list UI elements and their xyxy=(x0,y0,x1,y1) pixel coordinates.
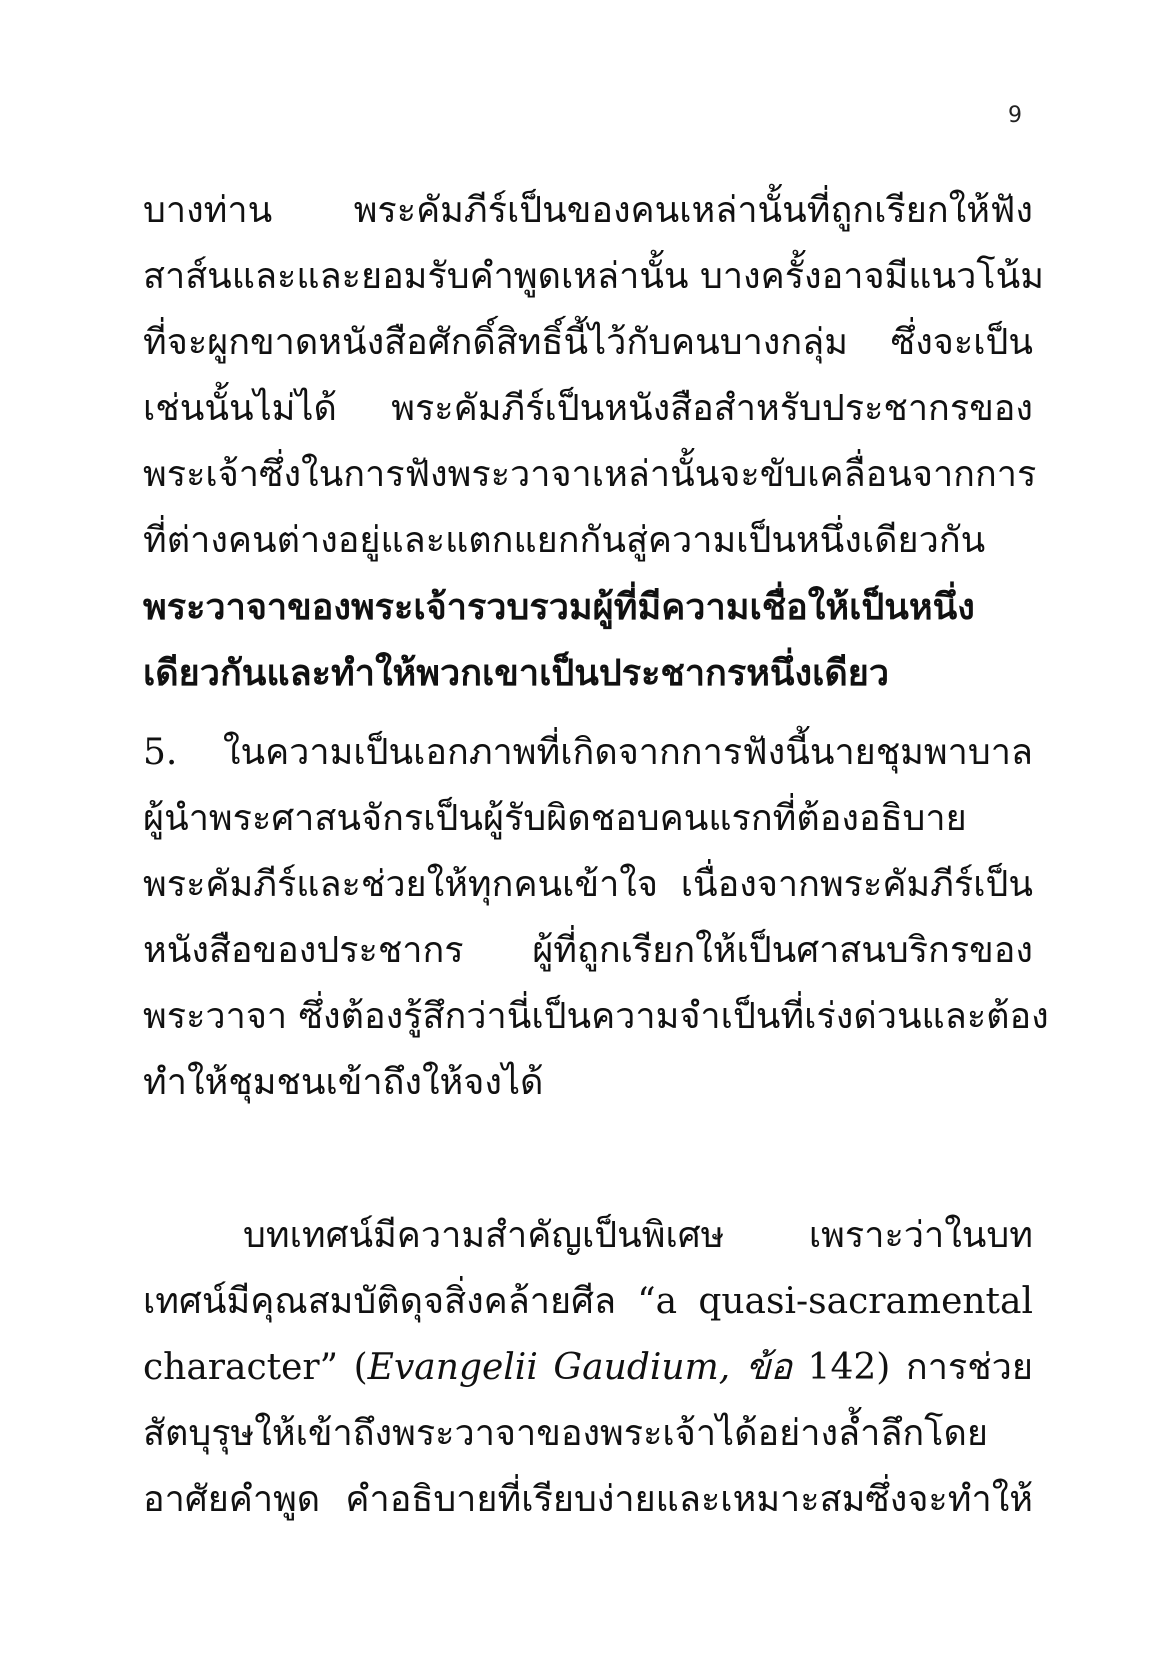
paragraph-line: ที่ต่างคนต่างอยู่และแตกแยกกันสู่ความเป็นหนึ่งเดียวกัน xyxy=(143,520,986,561)
paragraph-line: สัตบุรุษให้เข้าถึงพระวาจาของพระเจ้าได้อย่างล้ำลึกโดย xyxy=(143,1413,988,1454)
paragraph-line: ที่จะผูกขาดหนังสือศักดิ์สิทธิ์นี้ไว้กับคนบางกลุ่ม ซึ่งจะเป็น xyxy=(143,322,1033,363)
bold-paragraph-line: เดียวกันและทำให้พวกเขาเป็นประชากรหนึ่งเดียว xyxy=(143,652,890,694)
paragraph-line: ผู้นำพระศาสนจักรเป็นผู้รับผิดชอบคนแรกที่ต้องอธิบาย xyxy=(143,798,967,839)
paragraph-line: พระคัมภีร์และช่วยให้ทุกคนเข้าใจ เนื่องจากพระคัมภีร์เป็น xyxy=(143,864,1033,905)
bold-paragraph-line: พระวาจาของพระเจ้ารวบรวมผู้ที่มีความเชื่อให้เป็นหนึ่ง xyxy=(143,586,975,628)
paragraph-line: อาศัยคำพูด คำอธิบายที่เรียบง่ายและเหมาะสมซึ่งจะทำให้ xyxy=(143,1479,1033,1520)
paragraph-line: ทำให้ชุมชนเข้าถึงให้จงได้ xyxy=(143,1062,544,1103)
paragraph-line: บางท่าน พระคัมภีร์เป็นของคนเหล่านั้นที่ถูกเรียกให้ฟัง xyxy=(143,190,1033,231)
paragraph-2 xyxy=(143,720,1049,1116)
paragraph-3 xyxy=(143,1203,1033,1533)
paragraph-line: เทศน์มีคุณสมบัติดุจสิ่งคล้ายศีล “a quasi-sacramental xyxy=(143,1281,1033,1322)
citation-prefix: character” ( xyxy=(143,1347,368,1388)
paragraph-line: 5. ในความเป็นเอกภาพที่เกิดจากการฟังนี้นายชุมพาบาล xyxy=(143,732,1033,773)
paragraph-line-citation xyxy=(143,1335,1033,1401)
paragraph-line: บทเทศน์มีความสำคัญเป็นพิเศษ เพราะว่าในบท xyxy=(243,1215,1033,1256)
paragraph-line: สาส์นและและยอมรับคำพูดเหล่านั้น บางครั้งอาจมีแนวโน้ม xyxy=(143,256,1044,297)
citation-title: Evangelii Gaudium, ข้อ xyxy=(367,1347,792,1388)
paragraph-line: พระวาจา ซึ่งต้องรู้สึกว่านี่เป็นความจำเป็นที่เร่งด่วนและต้อง xyxy=(143,996,1049,1037)
paragraph-line: หนังสือของประชากร ผู้ที่ถูกเรียกให้เป็นศาสนบริกรของ xyxy=(143,930,1033,971)
citation-suffix: 142) การช่วย xyxy=(791,1347,1033,1388)
paragraph-line: เช่นนั้นไม่ได้ พระคัมภีร์เป็นหนังสือสำหรับประชากรของ xyxy=(143,388,1033,429)
paragraph-1 xyxy=(143,178,1044,706)
paragraph-line: พระเจ้าซึ่งในการฟังพระวาจาเหล่านั้นจะขับเคลื่อนจากการ xyxy=(143,454,1037,495)
page-number: 9 xyxy=(1008,103,1022,128)
